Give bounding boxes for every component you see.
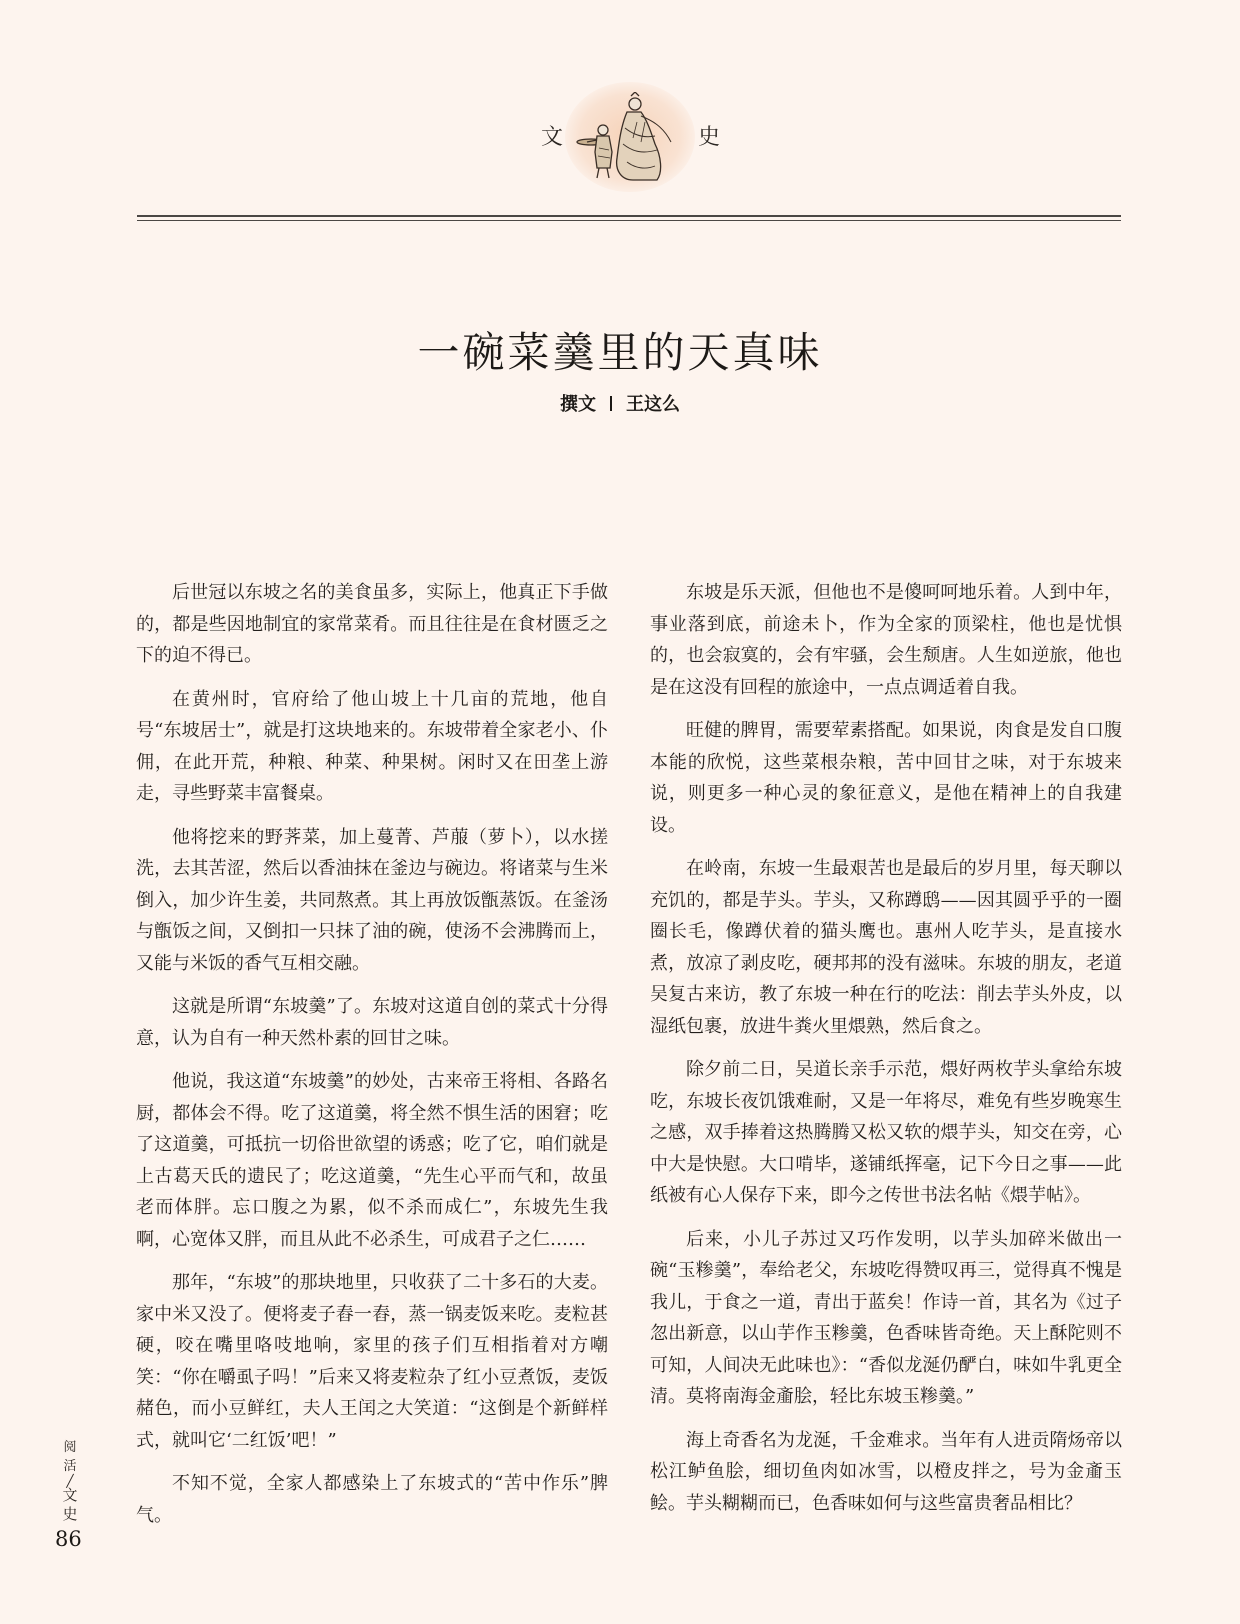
tag-slash: ╱ [66, 1474, 74, 1488]
magazine-section-tag [58, 1438, 82, 1524]
paragraph: 后来，小儿子苏过又巧作发明，以芋头加碎米做出一碗“玉糁羹”，奉给老父，东坡吃得赞叹再三，觉得真不愧是我儿，于食之一道，青出于蓝矣！作诗一首，其名为《过子忽出新意，以山芋作玉糁羹，色香味皆奇绝。天上酥陀则不可知，人间决无此味也》：“香似龙涎仍酽白，味如牛乳更全清。莫将南海金齑脍，轻比东坡玉糁羹。” [650, 1228, 1122, 1407]
byline [0, 390, 1240, 416]
paragraph: 他说，我这道“东坡羹”的妙处，古来帝王将相、各路名厨，都体会不得。吃了这道羹，将全然不惧生活的困窘；吃了这道羹，可抵抗一切俗世欲望的诱惑；吃了它，咱们就是上古葛天氏的遗民了；吃这道羹，“先生心平而气和，故虽老而体胖。忘口腹之为累，似不杀而成仁”，东坡先生我啊，心宽体又胖，而且从此不必杀生，可成君子之仁…… [136, 1071, 608, 1250]
article-title: 一碗菜羹里的天真味 [417, 328, 823, 377]
paragraph: 那年，“东坡”的那块地里，只收获了二十多石的大麦。家中米又没了。便将麦子舂一舂，蒸一锅麦饭来吃。麦粒甚硬，咬在嘴里咯吱地响，家里的孩子们互相指着对方嘲笑：“你在嚼虱子吗！”后来又将麦粒杂了红小豆煮饭，麦饭赭色，而小豆鲜红，夫人王闰之大笑道：“这倒是个新鲜样式，就叫它‘二红饭’吧！” [136, 1272, 608, 1451]
body-column-left [136, 577, 608, 1543]
section-label-left: 文 [541, 125, 564, 150]
tag-char: 活 [63, 1459, 77, 1474]
paragraph: 后世冠以东坡之名的美食虽多，实际上，他真正下手做的，都是些因地制宜的家常菜肴。而且往往是在食材匮乏之下的迫不得已。 [136, 582, 608, 666]
author-name: 王这么 [626, 394, 680, 415]
scholar-figures-illustration [575, 92, 685, 184]
paragraph: 不知不觉，全家人都感染上了东坡式的“苦中作乐”脾气。 [136, 1473, 608, 1526]
paragraph: 他将挖来的野荠菜，加上蔓菁、芦菔（萝卜），以水搓洗，去其苦涩，然后以香油抹在釜边与碗边。将诸菜与生米倒入，加少许生姜，共同熬煮。其上再放饭甑蒸饭。在釜汤与甑饭之间，又倒扣一只抹了油的碗，使汤不会沸腾而上，又能与米饭的香气互相交融。 [136, 826, 608, 974]
paragraph: 在黄州时，官府给了他山坡上十几亩的荒地，他自号“东坡居士”，就是打这块地来的。东坡带着全家老小、仆佣，在此开荒，种粮、种菜、种果树。闲时又在田垄上游走，寻些野菜丰富餐桌。 [136, 688, 608, 804]
header-rule-bottom [137, 220, 1121, 221]
paragraph: 旺健的脾胃，需要荤素搭配。如果说，肉食是发自口腹本能的欣悦，这些菜根杂粮，苦中回甘之味，对于东坡来说，则更多一种心灵的象征意义，是他在精神上的自我建设。 [650, 720, 1122, 836]
tag-char: 阅 [63, 1440, 77, 1455]
page-header [0, 0, 1240, 230]
paragraph: 东坡是乐天派，但他也不是傻呵呵地乐着。人到中年，事业落到底，前途未卜，作为全家的顶梁柱，他也是忧惧的，也会寂寞的，会有牢骚，会生颓唐。人生如逆旅，他也是在这没有回程的旅途中，一点点调适着自我。 [650, 582, 1122, 698]
tag-char: 史 [62, 1505, 78, 1523]
paragraph: 这就是所谓“东坡羹”了。东坡对这道自创的菜式十分得意，认为自有一种天然朴素的回甘之味。 [136, 996, 608, 1049]
paragraph: 海上奇香名为龙涎，千金难求。当年有人进贡隋炀帝以松江鲈鱼脍，细切鱼肉如冰雪，以橙皮拌之，号为金齑玉鲙。芋头糊糊而已，色香味如何与这些富贵奢品相比？ [650, 1429, 1122, 1514]
paragraph: 除夕前二日，吴道长亲手示范，煨好两枚芋头拿给东坡吃，东坡长夜饥饿难耐，又是一年将尽，难免有些岁晚寒生之感，双手捧着这热腾腾又松又软的煨芋头，知交在旁，心中大是快慰。大口啃毕，遂铺纸挥毫，记下今日之事——此纸被有心人保存下来，即今之传世书法名帖《煨芋帖》。 [650, 1059, 1122, 1206]
section-label-right: 史 [698, 125, 721, 150]
paragraph: 在岭南，东坡一生最艰苦也是最后的岁月里，每天聊以充饥的，都是芋头。芋头，又称蹲鸱——因其圆乎乎的一圈圈长毛，像蹲伏着的猫头鹰也。惠州人吃芋头，是直接水煮，放凉了剥皮吃，硬邦邦的没有滋味。东坡的朋友，老道吴复古来访，教了东坡一种在行的吃法：削去芋头外皮，以湿纸包裹，放进牛粪火里煨熟，然后食之。 [650, 858, 1122, 1037]
tag-char: 文 [62, 1486, 78, 1504]
byline-separator [610, 396, 612, 411]
body-column-right [650, 577, 1122, 1531]
header-rule-top [137, 215, 1121, 217]
byline-label: 撰文 [560, 394, 596, 415]
page-number: 86 [55, 1527, 82, 1551]
